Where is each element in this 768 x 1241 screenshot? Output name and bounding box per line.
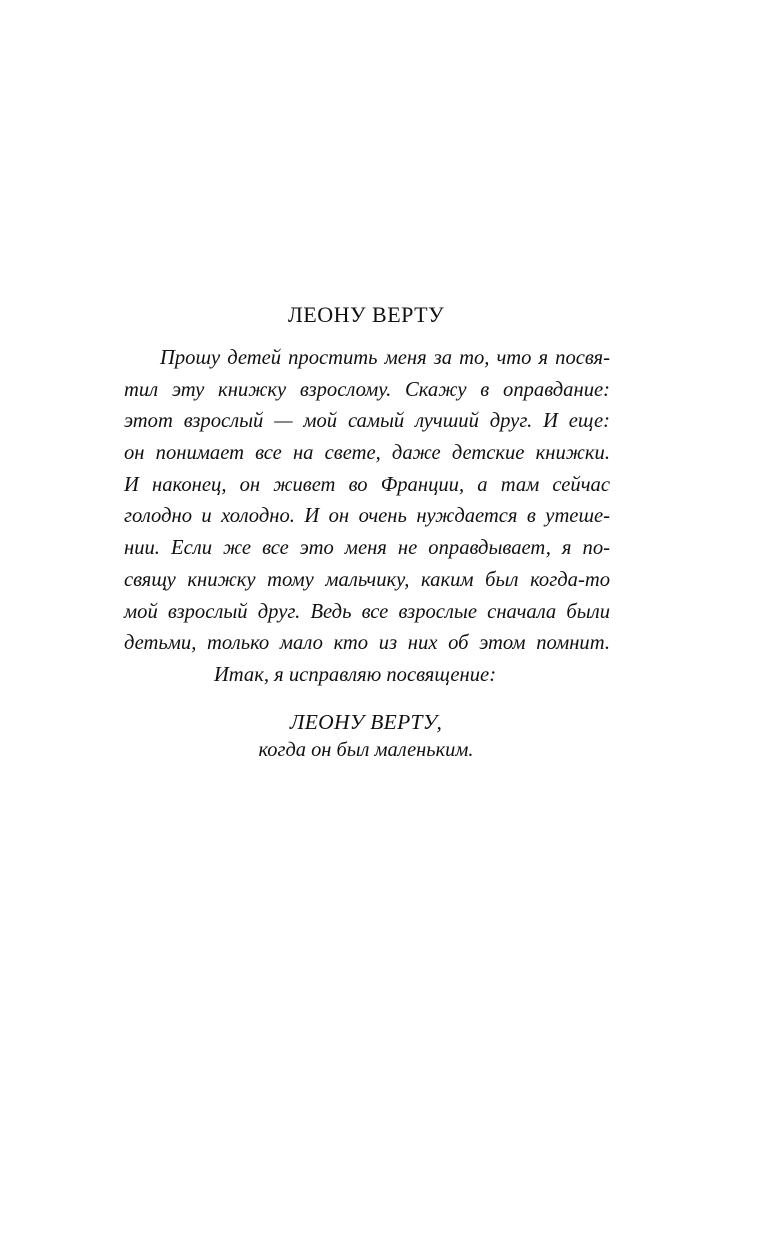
dedication-line: свящу книжку тому мальчику, каким был когда-то	[124, 568, 610, 591]
dedication-line: нии. Если же все это меня не оправдывает, я по-	[124, 537, 610, 560]
correction-intro: Итак, я исправляю посвящение:	[213, 663, 497, 686]
dedication-line: детьми, только мало кто из них об этом помнит.	[124, 632, 610, 655]
dedication-line: тил эту книжку взрослому. Скажу в оправдание:	[124, 378, 610, 401]
corrected-dedication-subtitle: когда он был маленьким.	[258, 739, 474, 761]
corrected-dedication-name: ЛЕОНУ ВЕРТУ,	[289, 710, 443, 734]
dedication-line: голодно и холодно. И он очень нуждается в утеше-	[124, 505, 610, 528]
corrected-dedication	[0, 708, 732, 764]
dedication-line: этот взрослый — мой самый лучший друг. И еще:	[124, 410, 610, 433]
dedication-line: мой взрослый друг. Ведь все взрослые сначала были	[124, 600, 610, 623]
dedication-text	[124, 343, 610, 692]
dedication-line: И наконец, он живет во Франции, а там сейчас	[124, 473, 610, 496]
dedication-line: Прошу детей простить меня за то, что я посвя-	[160, 347, 610, 369]
dedication-line: он понимает все на свете, даже детские книжки.	[124, 442, 610, 465]
dedication-heading: ЛЕОНУ ВЕРТУ	[287, 302, 445, 327]
